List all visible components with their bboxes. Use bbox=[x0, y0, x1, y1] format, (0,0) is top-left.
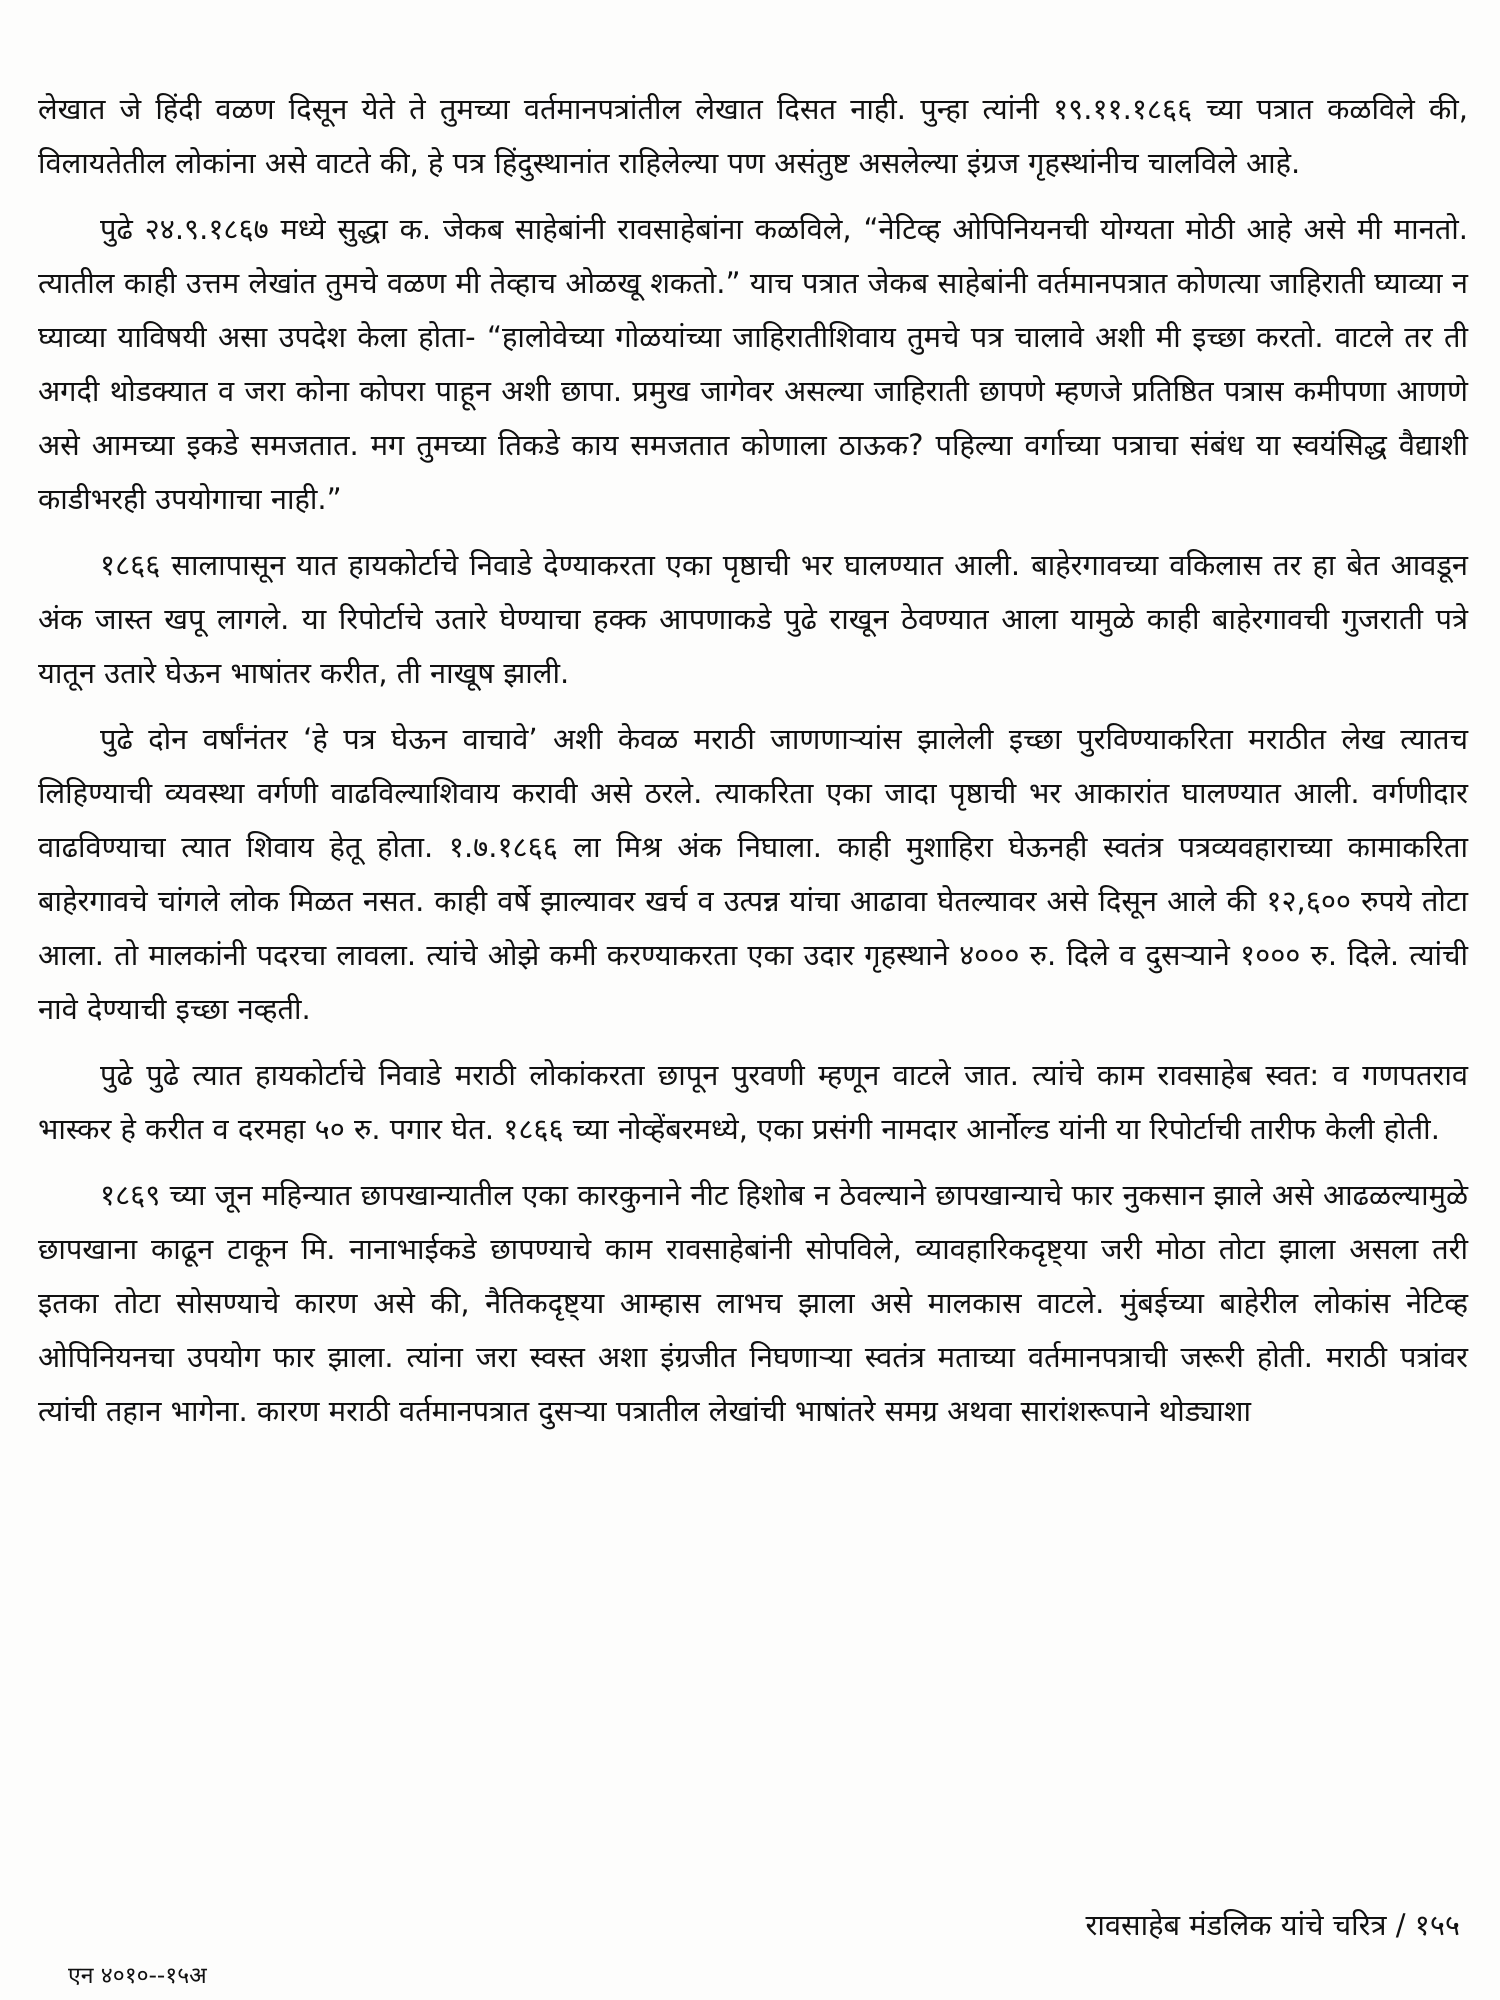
paragraph-press-closure: १८६९ च्या जून महिन्यात छापखान्यातील एका कारकुनाने नीट हिशोब न ठेवल्याने छापखान्याचे फार नुकसान झाले असे आढळल्यामुळे छापखाना काढून टाकून मि. नानाभाईकडे छापण्याचे काम रावसाहेबांनी सोपविले, व्यावहारिकदृष्ट्या जरी मोठा तोटा झाला असला तरी इतका तोटा सोसण्याचे कारण असे की, नैतिकदृष्ट्या आम्हास लाभच झाला असे मालकास वाटले. मुंबईच्या बाहेरील लोकांस नेटिव्ह ओपिनियनचा उपयोग फार झाला. त्यांना जरा स्वस्त अशा इंग्रजीत निघणाऱ्या स्वतंत्र मताच्या वर्तमानपत्राची जरूरी होती. मराठी पत्रांवर त्यांची तहान भागेना. कारण मराठी वर्तमानपत्रात दुसऱ्या पत्रातील लेखांची भाषांतरे समग्र अथवा सारांशरूपाने थोड्याशा bbox=[38, 1178, 1468, 1428]
paragraph-continuation: लेखात जे हिंदी वळण दिसून येते ते तुमच्या वर्तमानपत्रांतील लेखात दिसत नाही. पुन्हा त्यांनी १९.११.१८६६ च्या पत्रात कळविले की, विलायतेतील लोकांना असे वाटते की, हे पत्र हिंदुस्थानांत राहिलेल्या पण असंतुष्ट असलेल्या इंग्रज गृहस्थांनीच चालविले आहे. bbox=[38, 92, 1468, 180]
paragraph-jacob-letter: पुढे २४.९.१८६७ मध्ये सुद्धा क. जेकब साहेबांनी रावसाहेबांना कळविले, “नेटिव्ह ओपिनियनची योग्यता मोठी आहे असे मी मानतो. त्यातील काही उत्तम लेखांत तुमचे वळण मी तेव्हाच ओळखू शकतो.” याच पत्रात जेकब साहेबांनी वर्तमानपत्रात कोणत्या जाहिराती घ्याव्या न घ्याव्या याविषयी असा उपदेश केला होता- “हालोवेच्या गोळयांच्या जाहिरातीशिवाय तुमचे पत्र चालावे अशी मी इच्छा करतो. वाटले तर ती अगदी थोडक्यात व जरा कोना कोपरा पाहून अशी छापा. प्रमुख जागेवर असल्या जाहिराती छापणे म्हणजे प्रतिष्ठित पत्रास कमीपणा आणणे असे आमच्या इकडे समजतात. मग तुमच्या तिकडे काय समजतात कोणाला ठाऊक? पहिल्या वर्गाच्या पत्राचा संबंध या स्वयंसिद्ध वैद्याशी काडीभरही उपयोगाचा नाही.” bbox=[38, 212, 1468, 516]
paragraph-marathi-page: पुढे दोन वर्षांनंतर ‘हे पत्र घेऊन वाचावे’ अशी केवळ मराठी जाणणाऱ्यांस झालेली इच्छा पुरविण्याकरिता मराठीत लेख त्यातच लिहिण्याची व्यवस्था वर्गणी वाढविल्याशिवाय करावी असे ठरले. त्याकरिता एका जादा पृष्ठाची भर आकारांत घालण्यात आली. वर्गणीदार वाढविण्याचा त्यात शिवाय हेतू होता. १.७.१८६६ ला मिश्र अंक निघाला. काही मुशाहिरा घेऊनही स्वतंत्र पत्रव्यवहाराच्या कामाकरिता बाहेरगावचे चांगले लोक मिळत नसत. काही वर्षे झाल्यावर खर्च व उत्पन्न यांचा आढावा घेतल्यावर असे दिसून आले की १२,६०० रुपये तोटा आला. तो मालकांनी पदरचा लावला. त्यांचे ओझे कमी करण्याकरता एका उदार गृहस्थाने ४००० रु. दिले व दुसऱ्याने १००० रु. दिले. त्यांची नावे देण्याची इच्छा नव्हती. bbox=[38, 722, 1468, 1026]
page-body-text bbox=[38, 82, 1468, 1450]
paragraph-supplement: पुढे पुढे त्यात हायकोर्टाचे निवाडे मराठी लोकांकरता छापून पुरवणी म्हणून वाटले जात. त्यांचे काम रावसाहेब स्वत: व गणपतराव भास्कर हे करीत व दरमहा ५० रु. पगार घेत. १८६६ च्या नोव्हेंबरमध्ये, एका प्रसंगी नामदार आर्नोल्ड यांनी या रिपोर्टाची तारीफ केली होती. bbox=[38, 1058, 1468, 1146]
paragraph-high-court-reports: १८६६ सालापासून यात हायकोर्टाचे निवाडे देण्याकरता एका पृष्ठाची भर घालण्यात आली. बाहेरगावच्या वकिलास तर हा बेत आवडून अंक जास्त खपू लागले. या रिपोर्टाचे उतारे घेण्याचा हक्क आपणाकडे पुढे राखून ठेवण्यात आला यामुळे काही बाहेरगावची गुजराती पत्रे यातून उतारे घेऊन भाषांतर करीत, ती नाखूष झाली. bbox=[38, 548, 1468, 690]
print-code: एन ४०१०--१५अ bbox=[68, 1963, 207, 1989]
running-footer-title: रावसाहेब मंडलिक यांचे चरित्र / १५५ bbox=[1085, 1908, 1460, 1942]
